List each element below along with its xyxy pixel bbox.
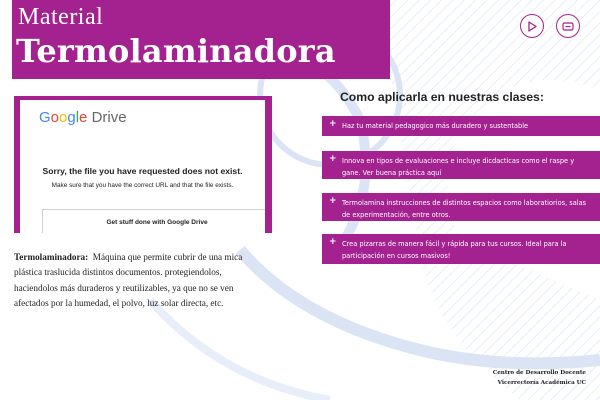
description xyxy=(14,250,262,312)
play-button[interactable] xyxy=(520,14,544,38)
bullet-text: Haz tu material pedagogico más duradero y sustentable xyxy=(342,122,529,130)
mail-icon xyxy=(562,22,574,31)
bullet-item[interactable] xyxy=(322,151,600,179)
footer-credits xyxy=(493,368,586,388)
page-title: Termolaminadora xyxy=(16,32,336,70)
plus-icon: + xyxy=(329,154,337,164)
footer-line-office: Vicerrectoría Académica UC xyxy=(497,380,586,386)
bullet-text: Crea pizarras de manera fácil y rápida para tus cursos. Ideal para la participación en cursos masivos! xyxy=(342,240,567,260)
error-title: Sorry, the file you have requested does not exist. xyxy=(42,166,243,176)
bullet-text: Termolamina instrucciones de distintos espacios como laboratiorios, salas de experimentación, entre otros. xyxy=(342,199,587,219)
drive-promo-box xyxy=(42,209,265,233)
bullet-item xyxy=(322,116,600,136)
bullet-item xyxy=(322,234,600,264)
google-drive-logo: Google Drive xyxy=(39,109,127,126)
drive-error-page[interactable] xyxy=(20,100,265,233)
description-body: Máquina que permite cubrir de una mica plástica traslucida distintos documentos. protegiendolos, haciendolos más duraderos y reutilizables, ya que no se ven afectados por la humedad, el polvo, luz solar directa, etc. xyxy=(14,252,243,309)
drive-promo-text: Get stuff done with Google Drive xyxy=(106,219,208,226)
footer-line-center: Centro de Desarrollo Docente xyxy=(492,370,586,376)
bullet-item xyxy=(322,193,600,221)
plus-icon: + xyxy=(329,237,337,247)
section-title: Como aplicarla en nuestras clases: xyxy=(340,90,544,104)
play-icon xyxy=(527,21,537,32)
error-subtitle: Make sure that you have the correct URL and that the file exists. xyxy=(51,182,234,189)
description-term: Termolaminadora: xyxy=(14,252,89,262)
title-line-material: Material xyxy=(18,4,104,30)
title-banner xyxy=(12,0,390,79)
mail-button[interactable] xyxy=(556,14,580,38)
embedded-drive-frame xyxy=(14,96,272,233)
bullet-text: Innova en tipos de evaluaciones e incluye dicdacticas como el raspe y gane. Ver buena práctica aquí xyxy=(342,157,575,177)
plus-icon: + xyxy=(329,119,337,129)
plus-icon: + xyxy=(329,196,337,206)
